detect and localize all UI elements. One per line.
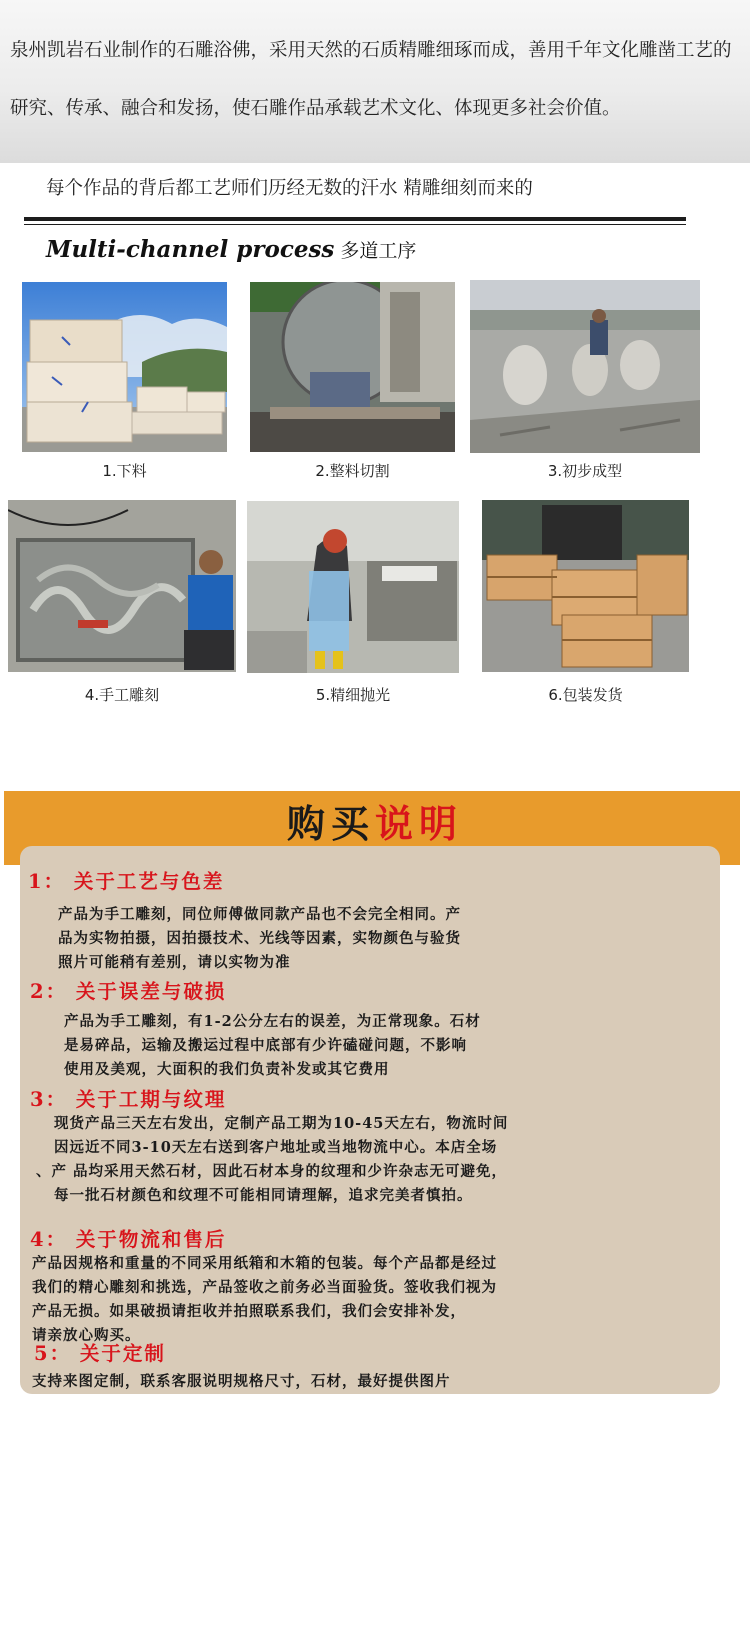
section-heading-2: 2： 关于误差与破损 [30, 980, 227, 1003]
step-caption-5: 5.精细抛光 [315, 686, 391, 704]
step-caption-1: 1.下料 [102, 462, 147, 480]
photo-fine-polishing [247, 501, 459, 673]
purchase-title-part1: 购买 [286, 802, 375, 846]
section-2-line: 使用及美观，大面积的我们负责补发或其它费用 [64, 1061, 390, 1078]
section-3-line: 、产 品均采用天然石材，因此石材本身的纹理和少许杂志无可避免， [36, 1163, 508, 1180]
intro-banner [0, 0, 750, 163]
section-1-line: 产品为手工雕刻，同位师傅做同款产品也不会完全相同。产 [58, 906, 461, 923]
section-2-line: 产品为手工雕刻，有1-2公分左右的误差，为正常现象。石材 [64, 1013, 481, 1030]
photo-rough-shaping [470, 280, 700, 453]
section-4-line: 产品无损。如果破损请拒收并拍照联系我们，我们会安排补发， [32, 1303, 466, 1320]
section-body-1 [58, 903, 461, 975]
step-caption-3: 3.初步成型 [547, 462, 623, 480]
step-caption-2: 2.整料切割 [315, 462, 390, 480]
intro-line-2: 研究、传承、融合和发扬，使石雕作品承载艺术文化、体现更多社会价值。 [10, 98, 621, 119]
photo-packing-shipping [482, 500, 689, 672]
intro-text [10, 22, 745, 138]
divider-thick [24, 217, 686, 221]
tagline: 每个作品的背后都工艺师们历经无数的汗水 精雕细刻而来的 [46, 178, 533, 199]
section-heading-1: 1： 关于工艺与色差 [28, 870, 225, 893]
process-title-en: Multi-channel process [46, 236, 335, 263]
intro-line-1: 泉州凯岩石业制作的石雕浴佛，采用天然的石质精雕细琢而成，善用千年文化雕凿工艺的 [10, 40, 732, 61]
photo-hand-carving [8, 500, 236, 672]
section-body-4 [32, 1252, 497, 1348]
process-title-cn: 多道工序 [340, 240, 417, 262]
purchase-title-part2: 说明 [375, 802, 464, 846]
step-caption-6: 6.包装发货 [548, 686, 623, 704]
section-5-line: 支持来图定制，联系客服说明规格尺寸，石材，最好提供图片 [32, 1373, 451, 1390]
step-caption-4: 4.手工雕刻 [84, 686, 160, 704]
section-4-line: 请亲放心购买。 [32, 1327, 141, 1344]
divider-thin [24, 224, 686, 225]
section-3-line: 每一批石材颜色和纹理不可能相同请理解，追求完美者慎拍。 [54, 1187, 473, 1204]
section-4-line: 我们的精心雕刻和挑选，产品签收之前务必当面验货。签收我们视为 [32, 1279, 497, 1296]
section-3-line: 因远近不同3-10天左右送到客户地址或当地物流中心。本店全场 [54, 1139, 498, 1156]
section-1-line: 品为实物拍摄，因拍摄技术、光线等因素，实物颜色与验货 [58, 930, 461, 947]
photo-stone-cutting [250, 282, 455, 452]
photo-raw-stone-blocks [22, 282, 227, 452]
section-3-line: 现货产品三天左右发出，定制产品工期为10-45天左右，物流时间 [54, 1115, 509, 1132]
process-title [46, 236, 416, 263]
section-body-3 [36, 1112, 508, 1208]
section-heading-5: 5： 关于定制 [34, 1342, 166, 1365]
purchase-title [0, 793, 750, 848]
section-body-5 [32, 1370, 451, 1394]
section-heading-3: 3： 关于工期与纹理 [30, 1088, 227, 1111]
section-2-line: 是易碎品，运输及搬运过程中底部有少许磕碰问题，不影响 [64, 1037, 467, 1054]
section-4-line: 产品因规格和重量的不同采用纸箱和木箱的包装。每个产品都是经过 [32, 1255, 497, 1272]
section-body-2 [64, 1010, 481, 1082]
section-heading-4: 4： 关于物流和售后 [30, 1228, 227, 1251]
section-1-line: 照片可能稍有差别，请以实物为准 [58, 954, 291, 971]
